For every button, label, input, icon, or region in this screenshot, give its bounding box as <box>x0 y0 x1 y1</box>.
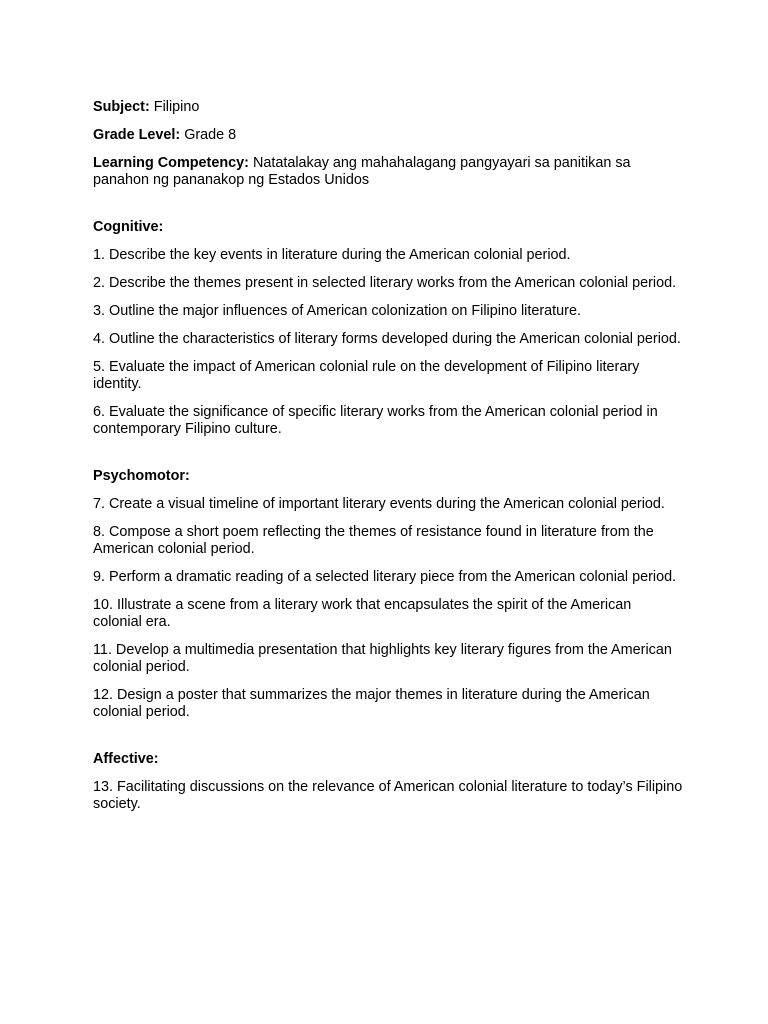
cognitive-heading: Cognitive: <box>93 219 164 235</box>
affective-list <box>93 779 683 813</box>
subject-value: Filipino <box>153 99 200 115</box>
grade-level-label: Grade Level: <box>93 127 181 143</box>
subject-line <box>93 99 683 116</box>
learning-competency-line <box>93 155 683 189</box>
document-content <box>93 99 683 824</box>
objective-item: 2. Describe the themes present in selected literary works from the American colonial period. <box>93 275 677 291</box>
objective-item: 7. Create a visual timeline of important literary events during the American colonial period. <box>93 496 665 512</box>
objective-item: 3. Outline the major influences of American colonization on Filipino literature. <box>93 303 581 319</box>
objective-item: 10. Illustrate a scene from a literary work that encapsulates the spirit of the American colonial era. <box>93 597 632 630</box>
affective-heading: Affective: <box>93 751 159 767</box>
psychomotor-heading: Psychomotor: <box>93 468 190 484</box>
grade-level-line <box>93 127 683 144</box>
learning-competency-value: Natatalakay ang mahahalagang pangyayari sa panitikan sa panahon ng pananakop ng Estados Unidos <box>93 155 631 188</box>
objective-item: 1. Describe the key events in literature during the American colonial period. <box>93 247 571 263</box>
subject-label: Subject: <box>93 99 150 115</box>
objective-item: 9. Perform a dramatic reading of a selected literary piece from the American colonial period. <box>93 569 677 585</box>
objective-item: 6. Evaluate the significance of specific literary works from the American colonial period in contemporary Filipino culture. <box>93 404 658 437</box>
objective-item: 5. Evaluate the impact of American colonial rule on the development of Filipino literary identity. <box>93 359 640 392</box>
objective-item: 13. Facilitating discussions on the relevance of American colonial literature to today’s Filipino society. <box>93 779 683 812</box>
learning-competency-label: Learning Competency: <box>93 155 249 171</box>
psychomotor-list <box>93 496 683 721</box>
objective-item: 4. Outline the characteristics of literary forms developed during the American colonial period. <box>93 331 681 347</box>
objective-item: 11. Develop a multimedia presentation that highlights key literary figures from the American colonial period. <box>93 642 672 675</box>
grade-level-value: Grade 8 <box>184 127 237 143</box>
objective-item: 8. Compose a short poem reflecting the themes of resistance found in literature from the American colonial period. <box>93 524 654 557</box>
cognitive-list <box>93 247 683 438</box>
objective-item: 12. Design a poster that summarizes the major themes in literature during the American colonial period. <box>93 687 650 720</box>
